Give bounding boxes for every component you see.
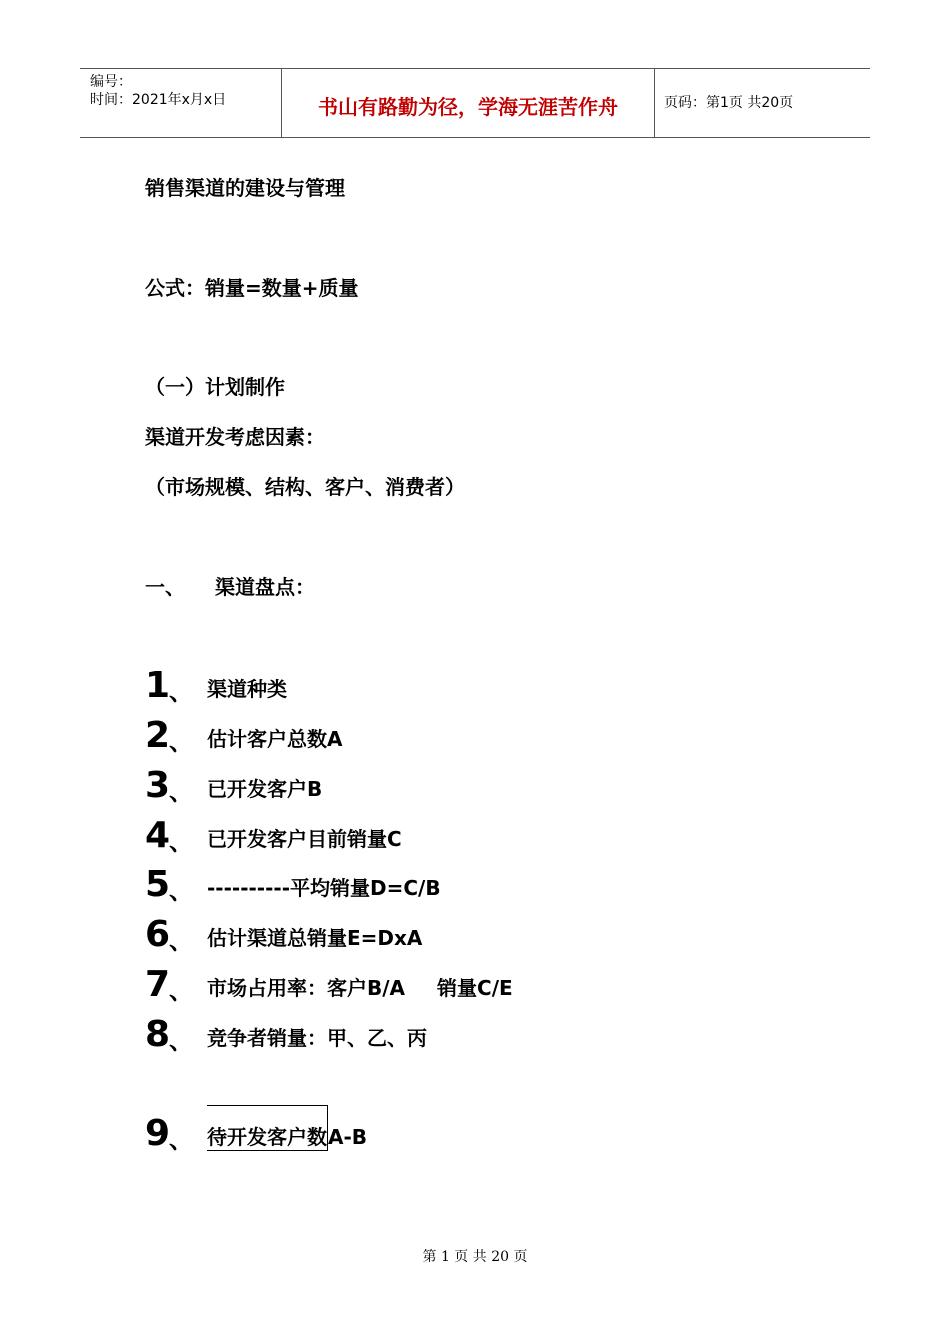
header-left-cell (80, 69, 281, 137)
item-number: 6 (145, 914, 171, 955)
document-title: 销售渠道的建设与管理 (145, 176, 345, 200)
part-title: 渠道盘点： (215, 575, 315, 599)
item-text (207, 1124, 367, 1151)
item-text: 估计渠道总销量E=DxA (207, 926, 423, 950)
item-separator: 、 (169, 927, 193, 955)
item-separator: 、 (169, 1126, 193, 1154)
serial-label: 编号： (90, 74, 132, 90)
part-number: 一、 (145, 575, 185, 599)
item-separator: 、 (169, 778, 193, 806)
item-number: 9 (145, 1113, 171, 1154)
factors-title: 渠道开发考虑因素： (145, 425, 325, 449)
item-number: 5 (145, 864, 171, 905)
motto-text: 书山有路勤为径，学海无涯苦作舟 (318, 95, 618, 119)
item-text: 估计客户总数A (207, 727, 343, 751)
item-number: 4 (145, 815, 171, 856)
item-number: 1 (145, 665, 171, 706)
page-footer: 第 1 页 共 20 页 (422, 1249, 528, 1265)
part-heading (145, 571, 315, 600)
factors-list: （市场规模、结构、客户、消费者） (145, 475, 465, 499)
boxed-text: 待开发客户数 (207, 1105, 328, 1151)
item-text: 已开发客户目前销量C (207, 827, 402, 851)
formula-line: 公式：销量=数量+质量 (145, 276, 359, 300)
item-text: 竞争者销量：甲、乙、丙 (207, 1026, 427, 1050)
item-separator: 、 (169, 1027, 193, 1055)
page-label: 页码：第1页 共20页 (664, 95, 794, 111)
page-header (80, 68, 870, 138)
item-number: 8 (145, 1014, 171, 1055)
header-motto-cell (281, 69, 655, 137)
item-separator: 、 (169, 977, 193, 1005)
item-number: 3 (145, 765, 171, 806)
item-separator: 、 (169, 728, 193, 756)
item-text: 渠道种类 (207, 677, 287, 701)
item-separator: 、 (169, 877, 193, 905)
item-separator: 、 (169, 678, 193, 706)
date-label: 时间：2021年x月x日 (90, 92, 227, 108)
header-right-cell (654, 69, 870, 137)
item-number: 2 (145, 715, 171, 756)
item-text (207, 975, 513, 1001)
item-number: 7 (145, 964, 171, 1005)
item-text-part: 销量C/E (437, 976, 513, 1000)
item-text: 已开发客户B (207, 777, 323, 801)
section-heading: （一）计划制作 (145, 375, 285, 399)
item-text: ----------平均销量D=C/B (207, 876, 441, 900)
item-separator: 、 (169, 828, 193, 856)
item-text-part: A-B (328, 1125, 368, 1149)
item-text-part: 市场占用率：客户B/A (207, 976, 406, 1000)
